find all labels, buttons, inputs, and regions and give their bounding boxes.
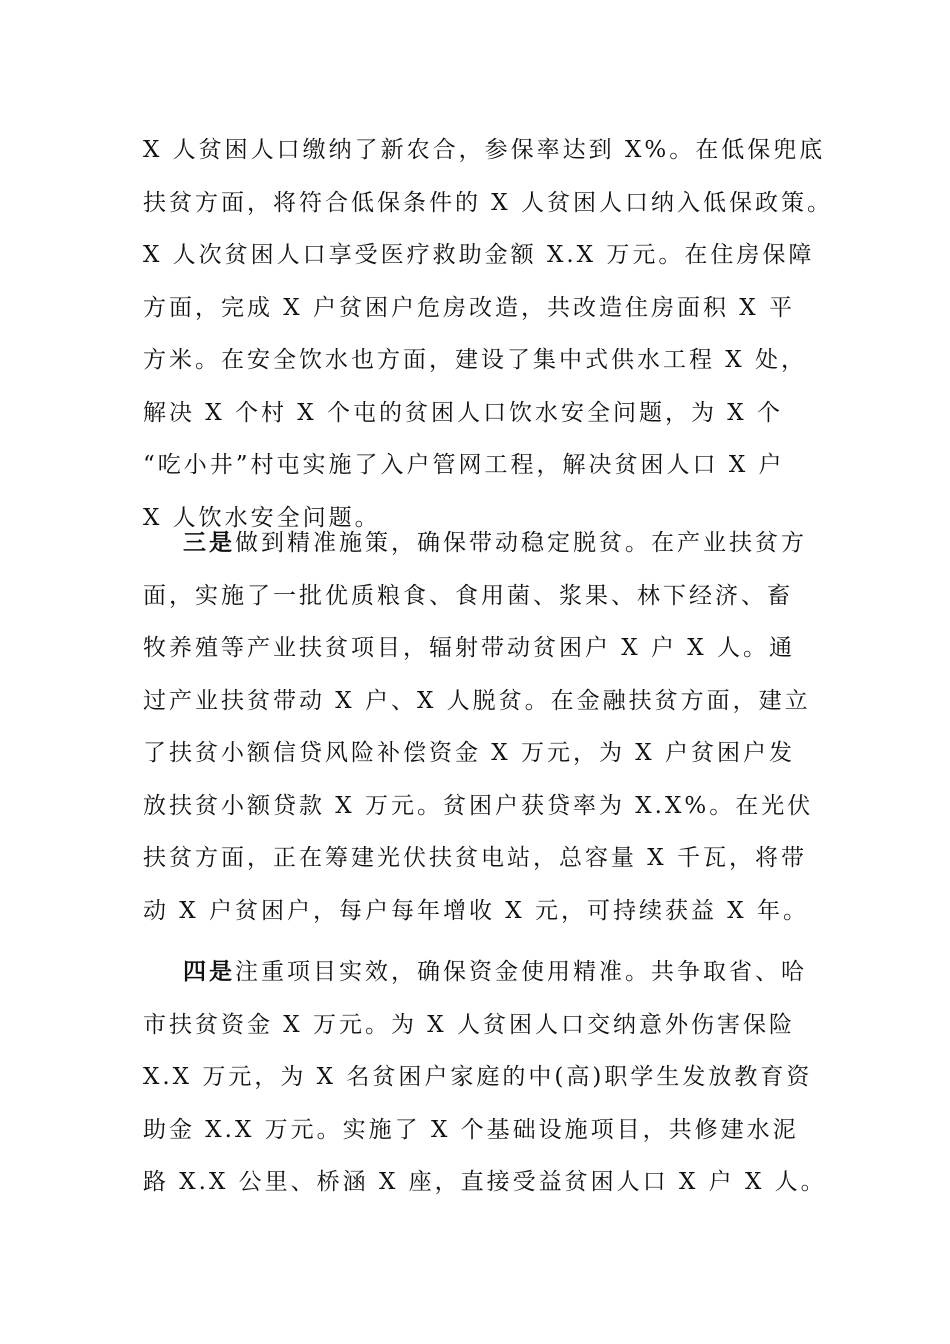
text-line: 路 X.X 公里、桥涵 X 座，直接受益贫困人口 X 户 X 人。 bbox=[143, 1169, 827, 1195]
paragraph-first-line-text: 注重项目实效，确保资金使用精准。共争取省、哈 bbox=[235, 959, 807, 985]
text-line: X 人次贫困人口享受医疗救助金额 X.X 万元。在住房保障 bbox=[143, 242, 815, 268]
text-line: X 人饮水安全问题。 bbox=[143, 504, 381, 531]
text-line: X.X 万元，为 X 名贫困户家庭的中(高)职学生发放教育资 bbox=[143, 1064, 813, 1090]
paragraph-3 bbox=[143, 946, 827, 1209]
text-line: 扶贫方面，将符合低保条件的 X 人贫困人口纳入低保政策。 bbox=[143, 189, 833, 216]
text-line: 助金 X.X 万元。实施了 X 个基础设施项目，共修建水泥 bbox=[143, 1116, 799, 1143]
paragraph-1 bbox=[143, 124, 833, 544]
paragraph-lead-bold: 四是 bbox=[183, 958, 235, 985]
text-line: 方米。在安全饮水也方面，建设了集中式供水工程 X 处， bbox=[143, 347, 807, 373]
text-line: 方面，完成 X 户贫困户危房改造，共改造住房面积 X 平 bbox=[143, 294, 795, 321]
paragraph-first-line bbox=[143, 517, 813, 570]
paragraph-first-line bbox=[143, 946, 813, 999]
text-line: “吃小井”村屯实施了入户管网工程，解决贫困人口 X 户 bbox=[143, 452, 785, 478]
text-line: 动 X 户贫困户，每户每年增收 X 元，可持续获益 X 年。 bbox=[143, 897, 809, 924]
text-line: 市扶贫资金 X 万元。为 X 人贫困人口交纳意外伤害保险 bbox=[143, 1011, 795, 1038]
text-line: 面，实施了一批优质粮食、食用菌、浆果、林下经济、畜 bbox=[143, 582, 793, 609]
paragraph-2 bbox=[143, 517, 813, 937]
paragraph-lead-bold: 三是 bbox=[183, 529, 235, 556]
text-line: 放扶贫小额贷款 X 万元。贫困户获贷率为 X.X%。在光伏 bbox=[143, 792, 814, 819]
text-line: 解决 X 个村 X 个屯的贫困人口饮水安全问题，为 X 个 bbox=[143, 399, 783, 426]
text-line: 了扶贫小额信贷风险补偿资金 X 万元，为 X 户贫困户发 bbox=[143, 740, 795, 766]
text-line: 过产业扶贫带动 X 户、X 人脱贫。在金融扶贫方面，建立 bbox=[143, 687, 811, 714]
text-line: X 人贫困人口缴纳了新农合，参保率达到 X%。在低保兜底 bbox=[143, 137, 826, 163]
text-line: 牧养殖等产业扶贫项目，辐射带动贫困户 X 户 X 人。通 bbox=[143, 635, 795, 661]
paragraph-first-line-text: 做到精准施策，确保带动稳定脱贫。在产业扶贫方 bbox=[235, 530, 807, 556]
text-line: 扶贫方面，正在筹建光伏扶贫电站，总容量 X 千瓦，将带 bbox=[143, 845, 807, 871]
